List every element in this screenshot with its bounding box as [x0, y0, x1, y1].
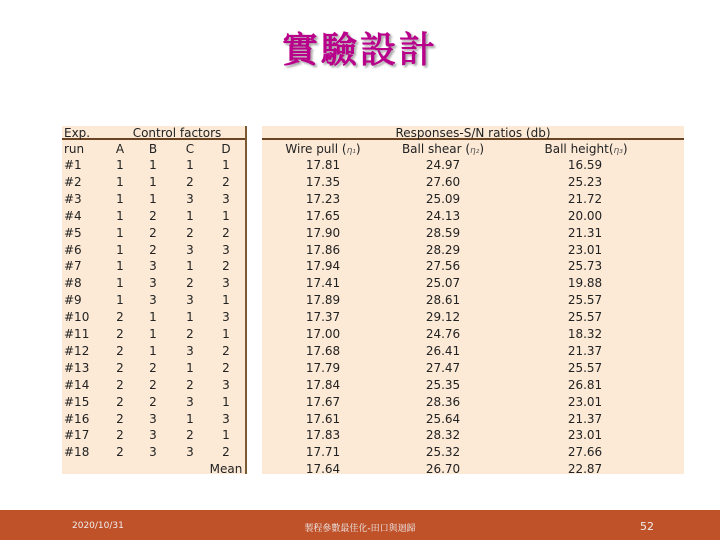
wire-pull-label: Wire pull ( — [285, 142, 347, 156]
factor-d-cell: 3 — [222, 191, 230, 206]
factor-c-cell: 1 — [186, 411, 194, 426]
footer-date: 2020/10/31 — [72, 521, 124, 531]
factor-d-cell: 3 — [222, 310, 230, 325]
wire-pull-cell: 17.41 — [305, 276, 341, 291]
factor-a-cell: 1 — [116, 242, 124, 257]
ball-height-cell: 25.73 — [567, 259, 603, 274]
factor-c-cell: 1 — [186, 310, 194, 325]
ball-shear-cell: 24.13 — [425, 208, 461, 223]
ball-shear-cell: 27.60 — [425, 174, 461, 189]
factor-c-cell: 3 — [186, 343, 194, 358]
factor-b-cell: 2 — [149, 242, 157, 257]
ball-shear-cell: 24.97 — [425, 158, 461, 172]
wire-pull-close: ) — [355, 142, 361, 156]
run-label: #15 — [64, 394, 90, 409]
run-label: #3 — [64, 191, 82, 206]
factor-b-cell: 1 — [149, 174, 157, 189]
factor-a-cell: 2 — [116, 310, 124, 325]
run-label: #18 — [64, 445, 90, 460]
factor-b-cell: 1 — [149, 327, 157, 341]
factor-b-cell: 1 — [149, 158, 157, 172]
ball-shear-cell: 25.09 — [425, 191, 461, 206]
factor-a-header: A — [115, 142, 125, 156]
factor-d-cell: 3 — [222, 377, 230, 392]
exp-header: Exp. — [64, 126, 91, 140]
run-label: #9 — [64, 293, 82, 308]
run-label: #1 — [64, 158, 82, 172]
factor-d-cell: 2 — [222, 360, 230, 375]
factor-a-cell: 2 — [116, 445, 124, 460]
factor-c-cell: 2 — [186, 327, 194, 341]
ball-shear-label: Ball shear ( — [401, 142, 471, 156]
run-label: #11 — [64, 327, 90, 341]
factor-c-cell: 2 — [186, 225, 194, 240]
factor-c-cell: 1 — [186, 208, 194, 223]
factor-d-cell: 3 — [222, 242, 230, 257]
wire-pull-cell: 17.84 — [305, 377, 341, 392]
run-label: #13 — [64, 360, 90, 375]
ball-height-cell: 21.37 — [567, 411, 603, 426]
mean-ball-height: 22.87 — [567, 462, 603, 476]
ball-height-cell: 26.81 — [567, 377, 603, 392]
slide-title: 實驗設計 — [281, 29, 438, 71]
factor-a-cell: 2 — [116, 377, 124, 392]
run-label: #8 — [64, 276, 82, 291]
ball-height-cell: 23.01 — [567, 428, 603, 443]
factor-a-cell: 1 — [116, 276, 124, 291]
footer-course-title: 製程參數最佳化-田口與迴歸 — [304, 524, 416, 534]
ball-height-cell: 21.72 — [567, 191, 603, 206]
wire-pull-cell: 17.94 — [305, 259, 341, 274]
factor-a-cell: 1 — [116, 259, 124, 274]
factor-a-cell: 1 — [116, 225, 124, 240]
page-number: 52 — [640, 520, 654, 533]
ball-shear-cell: 25.07 — [425, 276, 461, 291]
run-label: #5 — [64, 225, 82, 240]
factor-c-cell: 2 — [186, 377, 194, 392]
factor-d-header: D — [221, 142, 231, 156]
factor-b-cell: 1 — [149, 310, 157, 325]
ball-shear-cell: 25.32 — [425, 445, 461, 460]
ball-shear-cell: 27.47 — [425, 360, 461, 375]
run-header: run — [64, 142, 85, 156]
factor-b-cell: 3 — [149, 293, 157, 308]
factor-c-cell: 2 — [186, 174, 194, 189]
wire-pull-cell: 17.83 — [305, 428, 341, 443]
ball-shear-cell: 26.41 — [425, 343, 461, 358]
factor-a-cell: 2 — [116, 343, 124, 358]
ball-shear-cell: 28.61 — [425, 293, 461, 308]
wire-pull-cell: 17.61 — [305, 411, 341, 426]
ball-height-cell: 16.59 — [567, 158, 603, 172]
factor-c-header: C — [185, 142, 195, 156]
factor-a-cell: 2 — [116, 428, 124, 443]
factor-c-cell: 1 — [186, 360, 194, 375]
factor-b-cell: 3 — [149, 445, 157, 460]
ball-height-cell: 23.01 — [567, 394, 603, 409]
responses-header: Responses-S/N ratios (db) — [395, 126, 551, 140]
ball-height-cell: 19.88 — [567, 276, 603, 291]
ball-height-cell: 25.57 — [567, 360, 603, 375]
mean-ball-shear: 26.70 — [425, 462, 461, 476]
mean-wire-pull: 17.64 — [305, 462, 341, 476]
ball-height-cell: 21.31 — [567, 225, 603, 240]
factor-b-cell: 2 — [149, 377, 157, 392]
ball-shear-close: ) — [479, 142, 485, 156]
factor-d-cell: 1 — [222, 293, 230, 308]
factor-b-cell: 3 — [149, 259, 157, 274]
wire-pull-cell: 17.81 — [305, 158, 341, 172]
control-factors-header: Control factors — [132, 126, 222, 140]
factor-a-cell: 2 — [116, 411, 124, 426]
factor-a-cell: 1 — [116, 208, 124, 223]
factor-a-cell: 2 — [116, 360, 124, 375]
factor-c-cell: 3 — [186, 445, 194, 460]
wire-pull-cell: 17.68 — [305, 343, 341, 358]
ball-height-cell: 21.37 — [567, 343, 603, 358]
factor-d-cell: 1 — [222, 208, 230, 223]
factor-d-cell: 1 — [222, 327, 230, 341]
wire-pull-cell: 17.65 — [305, 208, 341, 223]
factor-b-cell: 3 — [149, 276, 157, 291]
factor-b-cell: 1 — [149, 191, 157, 206]
factor-a-cell: 1 — [116, 158, 124, 172]
run-label: #14 — [64, 377, 90, 392]
ball-height-cell: 25.23 — [567, 174, 603, 189]
factor-c-cell: 2 — [186, 428, 194, 443]
ball-shear-cell: 25.64 — [425, 411, 461, 426]
factor-a-cell: 1 — [116, 174, 124, 189]
wire-pull-cell: 17.71 — [305, 445, 341, 460]
eta2-symbol: η₂ — [470, 146, 480, 156]
run-label: #17 — [64, 428, 90, 443]
run-label: #2 — [64, 174, 82, 189]
ball-height-cell: 27.66 — [567, 445, 603, 460]
factor-b-cell: 2 — [149, 360, 157, 375]
wire-pull-cell: 17.23 — [305, 191, 341, 206]
factor-b-cell: 2 — [149, 394, 157, 409]
factor-b-cell: 3 — [149, 411, 157, 426]
factor-c-cell: 1 — [186, 158, 194, 172]
ball-height-close: ) — [622, 142, 628, 156]
wire-pull-cell: 17.37 — [305, 310, 341, 325]
ball-shear-cell: 28.29 — [425, 242, 461, 257]
factor-d-cell: 3 — [222, 411, 230, 426]
ball-height-cell: 25.57 — [567, 293, 603, 308]
run-label: #16 — [64, 411, 90, 426]
run-label: #10 — [64, 310, 90, 325]
factor-c-cell: 1 — [186, 259, 194, 274]
factor-c-cell: 3 — [186, 293, 194, 308]
factor-c-cell: 3 — [186, 191, 194, 206]
run-label: #4 — [64, 208, 82, 223]
factor-d-cell: 1 — [222, 394, 230, 409]
factor-d-cell: 2 — [222, 174, 230, 189]
wire-pull-cell: 17.67 — [305, 394, 341, 409]
ball-shear-cell: 25.35 — [425, 377, 461, 392]
ball-shear-cell: 24.76 — [425, 327, 461, 341]
wire-pull-cell: 17.89 — [305, 293, 341, 308]
ball-height-cell: 23.01 — [567, 242, 603, 257]
factor-d-cell: 2 — [222, 343, 230, 358]
run-label: #6 — [64, 242, 82, 257]
factor-a-cell: 2 — [116, 327, 124, 341]
factor-a-cell: 2 — [116, 394, 124, 409]
ball-shear-cell: 28.59 — [425, 225, 461, 240]
ball-height-cell: 25.57 — [567, 310, 603, 325]
factor-c-cell: 3 — [186, 394, 194, 409]
factor-b-cell: 1 — [149, 343, 157, 358]
factor-a-cell: 1 — [116, 191, 124, 206]
ball-shear-cell: 28.36 — [425, 394, 461, 409]
wire-pull-cell: 17.90 — [305, 225, 341, 240]
wire-pull-cell: 17.35 — [305, 174, 341, 189]
factor-b-cell: 2 — [149, 225, 157, 240]
run-label: #7 — [64, 259, 82, 274]
factor-d-cell: 2 — [222, 225, 230, 240]
factor-c-cell: 2 — [186, 276, 194, 291]
factor-b-header: B — [148, 142, 158, 156]
ball-height-cell: 18.32 — [567, 327, 603, 341]
factor-d-cell: 2 — [222, 445, 230, 460]
ball-shear-cell: 29.12 — [425, 310, 461, 325]
ball-height-label: Ball height( — [544, 142, 614, 156]
eta3-symbol: η₃ — [613, 146, 623, 156]
ball-shear-cell: 28.32 — [425, 428, 461, 443]
factor-a-cell: 1 — [116, 293, 124, 308]
wire-pull-cell: 17.00 — [305, 327, 341, 341]
factor-d-cell: 1 — [222, 428, 230, 443]
ball-height-cell: 20.00 — [567, 208, 603, 223]
mean-label: Mean — [209, 462, 243, 476]
eta1-symbol: η₁ — [346, 146, 356, 156]
factor-b-cell: 3 — [149, 428, 157, 443]
factor-d-cell: 3 — [222, 276, 230, 291]
factor-d-cell: 1 — [222, 158, 230, 172]
factor-c-cell: 3 — [186, 242, 194, 257]
run-label: #12 — [64, 343, 90, 358]
wire-pull-cell: 17.79 — [305, 360, 341, 375]
wire-pull-cell: 17.86 — [305, 242, 341, 257]
factor-d-cell: 2 — [222, 259, 230, 274]
factor-b-cell: 2 — [149, 208, 157, 223]
ball-shear-cell: 27.56 — [425, 259, 461, 274]
